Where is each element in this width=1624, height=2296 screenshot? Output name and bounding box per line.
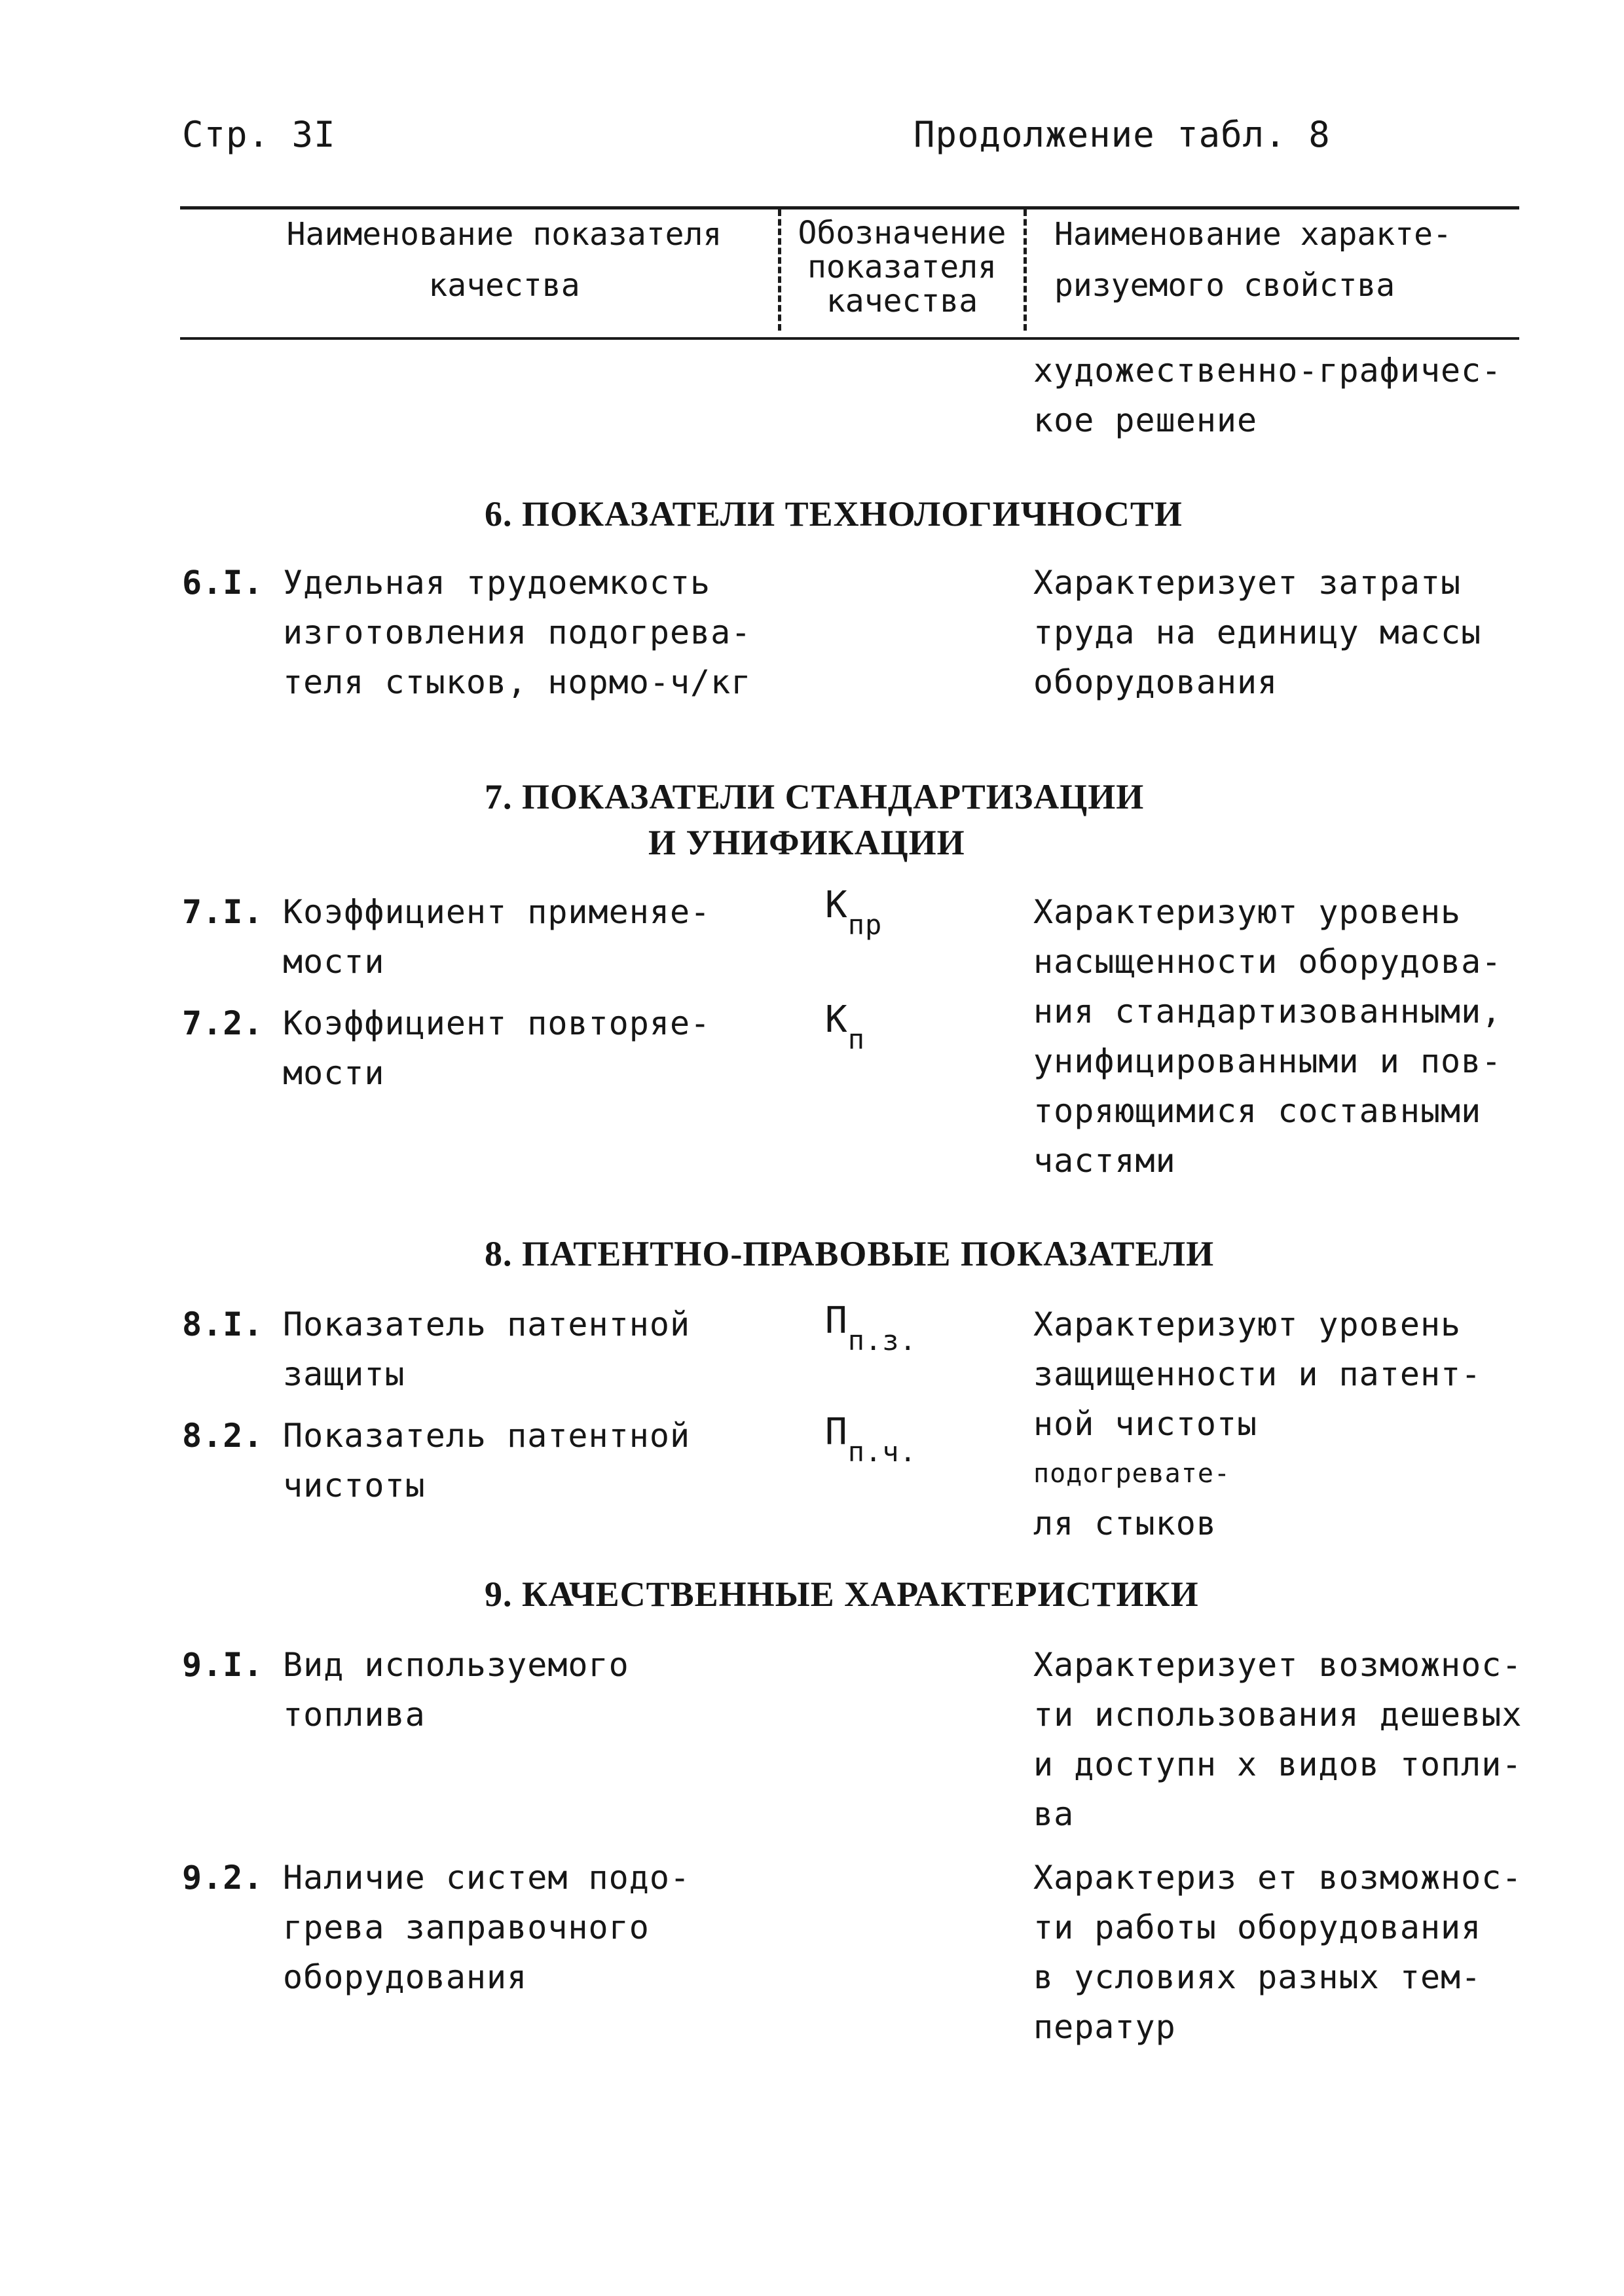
header-bottom-rule xyxy=(180,337,1519,340)
section-7-title-line2: И УНИФИКАЦИИ xyxy=(648,823,965,862)
row-8-2-number: 8.2. xyxy=(182,1417,264,1455)
row-9-2-name-line1: Наличие систем подо- xyxy=(283,1859,691,1897)
row-9-2-number: 9.2. xyxy=(182,1859,264,1897)
row-9-1-description-line4: ва xyxy=(1033,1795,1075,1833)
row-7-1-name xyxy=(283,887,710,987)
row-6-1-name-line2: изготовления подогрева- xyxy=(283,613,752,651)
row-8-1-number: 8.I. xyxy=(182,1305,264,1343)
row-6-1-description-line3: оборудования xyxy=(1033,663,1278,701)
row-9-1-name-line2: топлива xyxy=(283,1696,426,1734)
header-col-designation-line2: показателя xyxy=(807,249,997,285)
row-7-2-symbol-subscript: п xyxy=(847,1023,866,1055)
row-7-1-number: 7.I. xyxy=(182,893,264,931)
row-8-2-symbol-base: П xyxy=(825,1411,848,1453)
row-8-2-name-line2: чистоты xyxy=(283,1467,426,1504)
row-9-1-name xyxy=(283,1640,629,1740)
section-9-title: 9. КАЧЕСТВЕННЫЕ ХАРАКТЕРИСТИКИ xyxy=(485,1575,1199,1614)
row-8-2-symbol-subscript: п.ч. xyxy=(847,1436,917,1468)
header-col-property-name-line1: Наименование характе- xyxy=(1054,216,1452,253)
row-9-2-description-line1: Характериз ет возможнос- xyxy=(1033,1859,1522,1897)
row-7-2-symbol xyxy=(825,995,866,1055)
row-7-1-symbol-base: К xyxy=(825,884,848,926)
continued-description xyxy=(1033,346,1502,445)
section-7-description-line5: торяющимися составными xyxy=(1033,1092,1482,1130)
header-col-quality-name-line1: Наименование показателя xyxy=(286,216,722,253)
section-8-title: 8. ПАТЕНТНО-ПРАВОВЫЕ ПОКАЗАТЕЛИ xyxy=(485,1234,1215,1273)
header-col-property-name xyxy=(1054,216,1452,304)
header-top-rule xyxy=(180,206,1519,210)
row-9-2-description-line3: в условиях разных тем- xyxy=(1033,1958,1482,1996)
row-7-1-name-line2: мости xyxy=(283,943,385,981)
header-col-property-name-line2: ризуемого свойства xyxy=(1054,267,1395,304)
section-8-description-line3-insert: подогревате- xyxy=(1033,1459,1230,1489)
section-7-description-line2: насыщенности оборудова- xyxy=(1033,943,1502,981)
page-number: Стр. 3I xyxy=(182,114,336,155)
row-9-2-name-line2: грева заправочного xyxy=(283,1908,650,1946)
row-8-2-symbol xyxy=(825,1408,917,1468)
row-8-1-symbol-subscript: п.з. xyxy=(847,1324,917,1357)
section-7-description-line4: унифицированными и пов- xyxy=(1033,1042,1502,1080)
header-col-quality-name-line2: качества xyxy=(428,267,580,304)
continued-description-line2: кое решение xyxy=(1033,401,1258,439)
section-7-title xyxy=(485,774,1144,866)
row-7-1-name-line1: Коэффициент применяе- xyxy=(283,893,711,931)
row-6-1-name xyxy=(283,558,751,707)
section-8-description-line2: защищенности и патент- xyxy=(1033,1355,1482,1393)
row-9-1-number: 9.I. xyxy=(182,1646,264,1684)
row-7-1-symbol xyxy=(825,881,883,941)
row-6-1-number: 6.I. xyxy=(182,564,264,602)
row-8-1-name xyxy=(283,1300,690,1399)
section-8-description-line4: ля стыков xyxy=(1033,1504,1217,1542)
row-7-2-symbol-base: К xyxy=(825,998,848,1041)
row-7-2-name-line2: мости xyxy=(283,1054,385,1092)
section-8-description-line1: Характеризуют уровень xyxy=(1033,1305,1462,1343)
row-8-2-name xyxy=(283,1411,690,1510)
row-6-1-name-line1: Удельная трудоемкость xyxy=(283,564,711,602)
section-7-title-line1: 7. ПОКАЗАТЕЛИ СТАНДАРТИЗАЦИИ xyxy=(485,777,1145,816)
row-6-1-description-line1: Характеризует затраты xyxy=(1033,564,1462,602)
row-9-2-description xyxy=(1033,1853,1522,2052)
row-7-2-number: 7.2. xyxy=(182,1004,264,1042)
row-8-2-name-line1: Показатель патентной xyxy=(283,1417,691,1455)
section-7-description-line6: частями xyxy=(1033,1142,1176,1180)
header-separator-1 xyxy=(778,210,781,331)
table-continuation-label: Продолжение табл. 8 xyxy=(913,114,1331,155)
section-8-description xyxy=(1033,1300,1481,1548)
section-6-title: 6. ПОКАЗАТЕЛИ ТЕХНОЛОГИЧНОСТИ xyxy=(485,494,1183,534)
section-7-description-line1: Характеризуют уровень xyxy=(1033,893,1462,931)
row-9-2-description-line2: ти работы оборудования xyxy=(1033,1908,1482,1946)
header-col-designation-line1: Обозначение xyxy=(798,215,1006,251)
section-8-description-line3 xyxy=(1033,1399,1481,1499)
row-6-1-name-line3: теля стыков, нормо-ч/кг xyxy=(283,663,752,701)
section-8-description-line3-main: ной чистоты xyxy=(1033,1405,1258,1443)
section-7-description-line3: ния стандартизованными, xyxy=(1033,993,1502,1030)
row-8-1-symbol xyxy=(825,1296,917,1357)
row-9-1-description-line1: Характеризует возможнос- xyxy=(1033,1646,1522,1684)
row-7-1-symbol-subscript: пр xyxy=(847,909,883,941)
row-8-1-name-line1: Показатель патентной xyxy=(283,1305,691,1343)
row-9-1-name-line1: Вид используемого xyxy=(283,1646,629,1684)
continued-description-line1: художественно-графичес- xyxy=(1033,352,1502,390)
row-9-1-description-line3: и доступн х видов топли- xyxy=(1033,1745,1522,1783)
header-separator-2 xyxy=(1024,210,1027,331)
row-7-2-name-line1: Коэффициент повторяе- xyxy=(283,1004,711,1042)
row-9-2-description-line4: ператур xyxy=(1033,2008,1176,2046)
row-8-1-symbol-base: П xyxy=(825,1300,848,1342)
row-7-2-name xyxy=(283,998,710,1098)
row-9-2-name xyxy=(283,1853,690,2002)
row-8-1-name-line2: защиты xyxy=(283,1355,405,1393)
row-6-1-description-line2: труда на единицу массы xyxy=(1033,613,1482,651)
header-col-designation xyxy=(786,216,1018,318)
header-col-quality-name xyxy=(242,216,766,304)
header-col-designation-line3: качества xyxy=(826,283,978,319)
row-6-1-description xyxy=(1033,558,1481,707)
section-7-description xyxy=(1033,887,1502,1186)
row-9-1-description-line2: ти использования дешевых xyxy=(1033,1696,1522,1734)
row-9-2-name-line3: оборудования xyxy=(283,1958,528,1996)
row-9-1-description xyxy=(1033,1640,1522,1839)
